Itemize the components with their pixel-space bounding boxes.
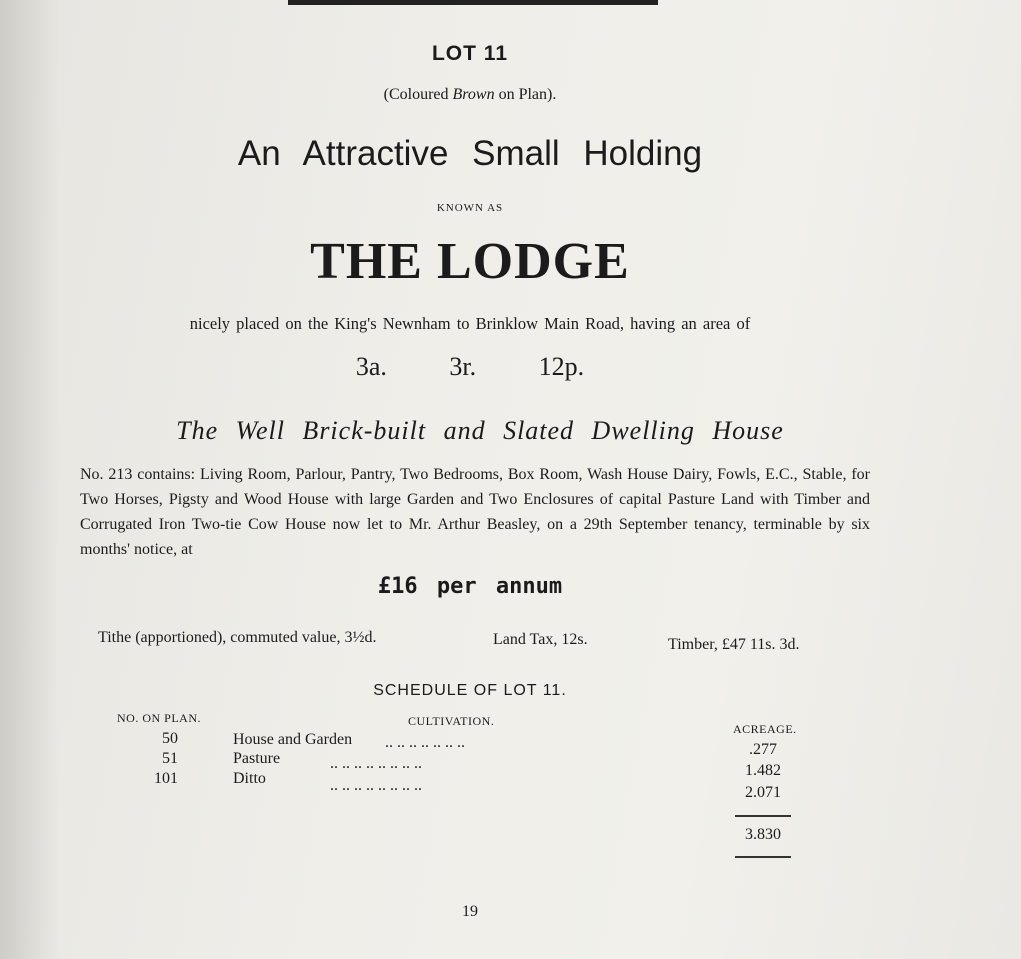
lot-title: LOT 11 <box>431 42 509 65</box>
total-rule-bottom <box>735 856 791 858</box>
rent-amount: £16 per annum <box>377 574 563 599</box>
column-header-acreage: ACREAGE. <box>733 722 797 736</box>
page-number: 19 <box>462 903 478 920</box>
total-rule-top <box>735 815 791 817</box>
schedule-title: SCHEDULE OF LOT 11. <box>373 682 567 699</box>
row-no: 101 <box>154 770 178 787</box>
headline: An Attractive Small Holding <box>237 134 703 173</box>
tithe-text: Tithe (apportioned), commuted value, 3½d. <box>98 629 377 646</box>
land-tax-text: Land Tax, 12s. <box>493 631 588 648</box>
location-text: nicely placed on the King's Newnham to Brinklow Main Road, having an area of <box>189 314 751 333</box>
row-leader-dots: .. .. .. .. .. .. .. .. <box>330 755 422 772</box>
colour-name: Brown <box>452 86 495 103</box>
row-acreage: 2.071 <box>745 784 781 801</box>
area-roods: 3r. <box>449 352 477 381</box>
coloured-note: (Coloured Brown on Plan). <box>383 86 557 103</box>
acreage-total: 3.830 <box>745 826 781 843</box>
row-acreage: .277 <box>749 741 777 758</box>
column-header-cultivation: CULTIVATION. <box>408 714 495 728</box>
row-leader-dots: .. .. .. .. .. .. .. .. <box>330 777 422 794</box>
area-perches: 12p. <box>538 352 585 381</box>
row-no: 50 <box>162 730 178 747</box>
area-acres: 3a. <box>355 352 387 381</box>
row-leader-dots: .. .. .. .. .. .. .. <box>385 734 465 751</box>
row-cultivation: Ditto <box>233 770 266 787</box>
row-acreage: 1.482 <box>745 762 781 779</box>
known-as-label: KNOWN AS <box>436 202 504 214</box>
top-rule <box>288 0 658 5</box>
row-no: 51 <box>162 750 178 767</box>
row-cultivation: House and Garden <box>233 731 353 748</box>
contents-paragraph: No. 213 contains: Living Room, Parlour, Pantry, Two Bedrooms, Box Room, Wash House Dairy, Fowls, E.C., Stable, for Two Horses, Pigsty and Wood House with large Garden and Two Enclosures of capital Pasture Land with Timber and Corrugated Iron Two-tie Cow House now let to Mr. Arthur Beasley, on a 29th September tenancy, terminable by six months' notice, at <box>80 466 870 558</box>
row-cultivation: Pasture <box>233 750 281 767</box>
area-line <box>0 352 940 382</box>
dwelling-title: The Well Brick-built and Slated Dwelling House <box>176 416 784 445</box>
timber-text: Timber, £47 11s. 3d. <box>668 636 800 653</box>
column-header-no: NO. ON PLAN. <box>117 711 201 725</box>
property-name: THE LODGE <box>310 233 630 290</box>
